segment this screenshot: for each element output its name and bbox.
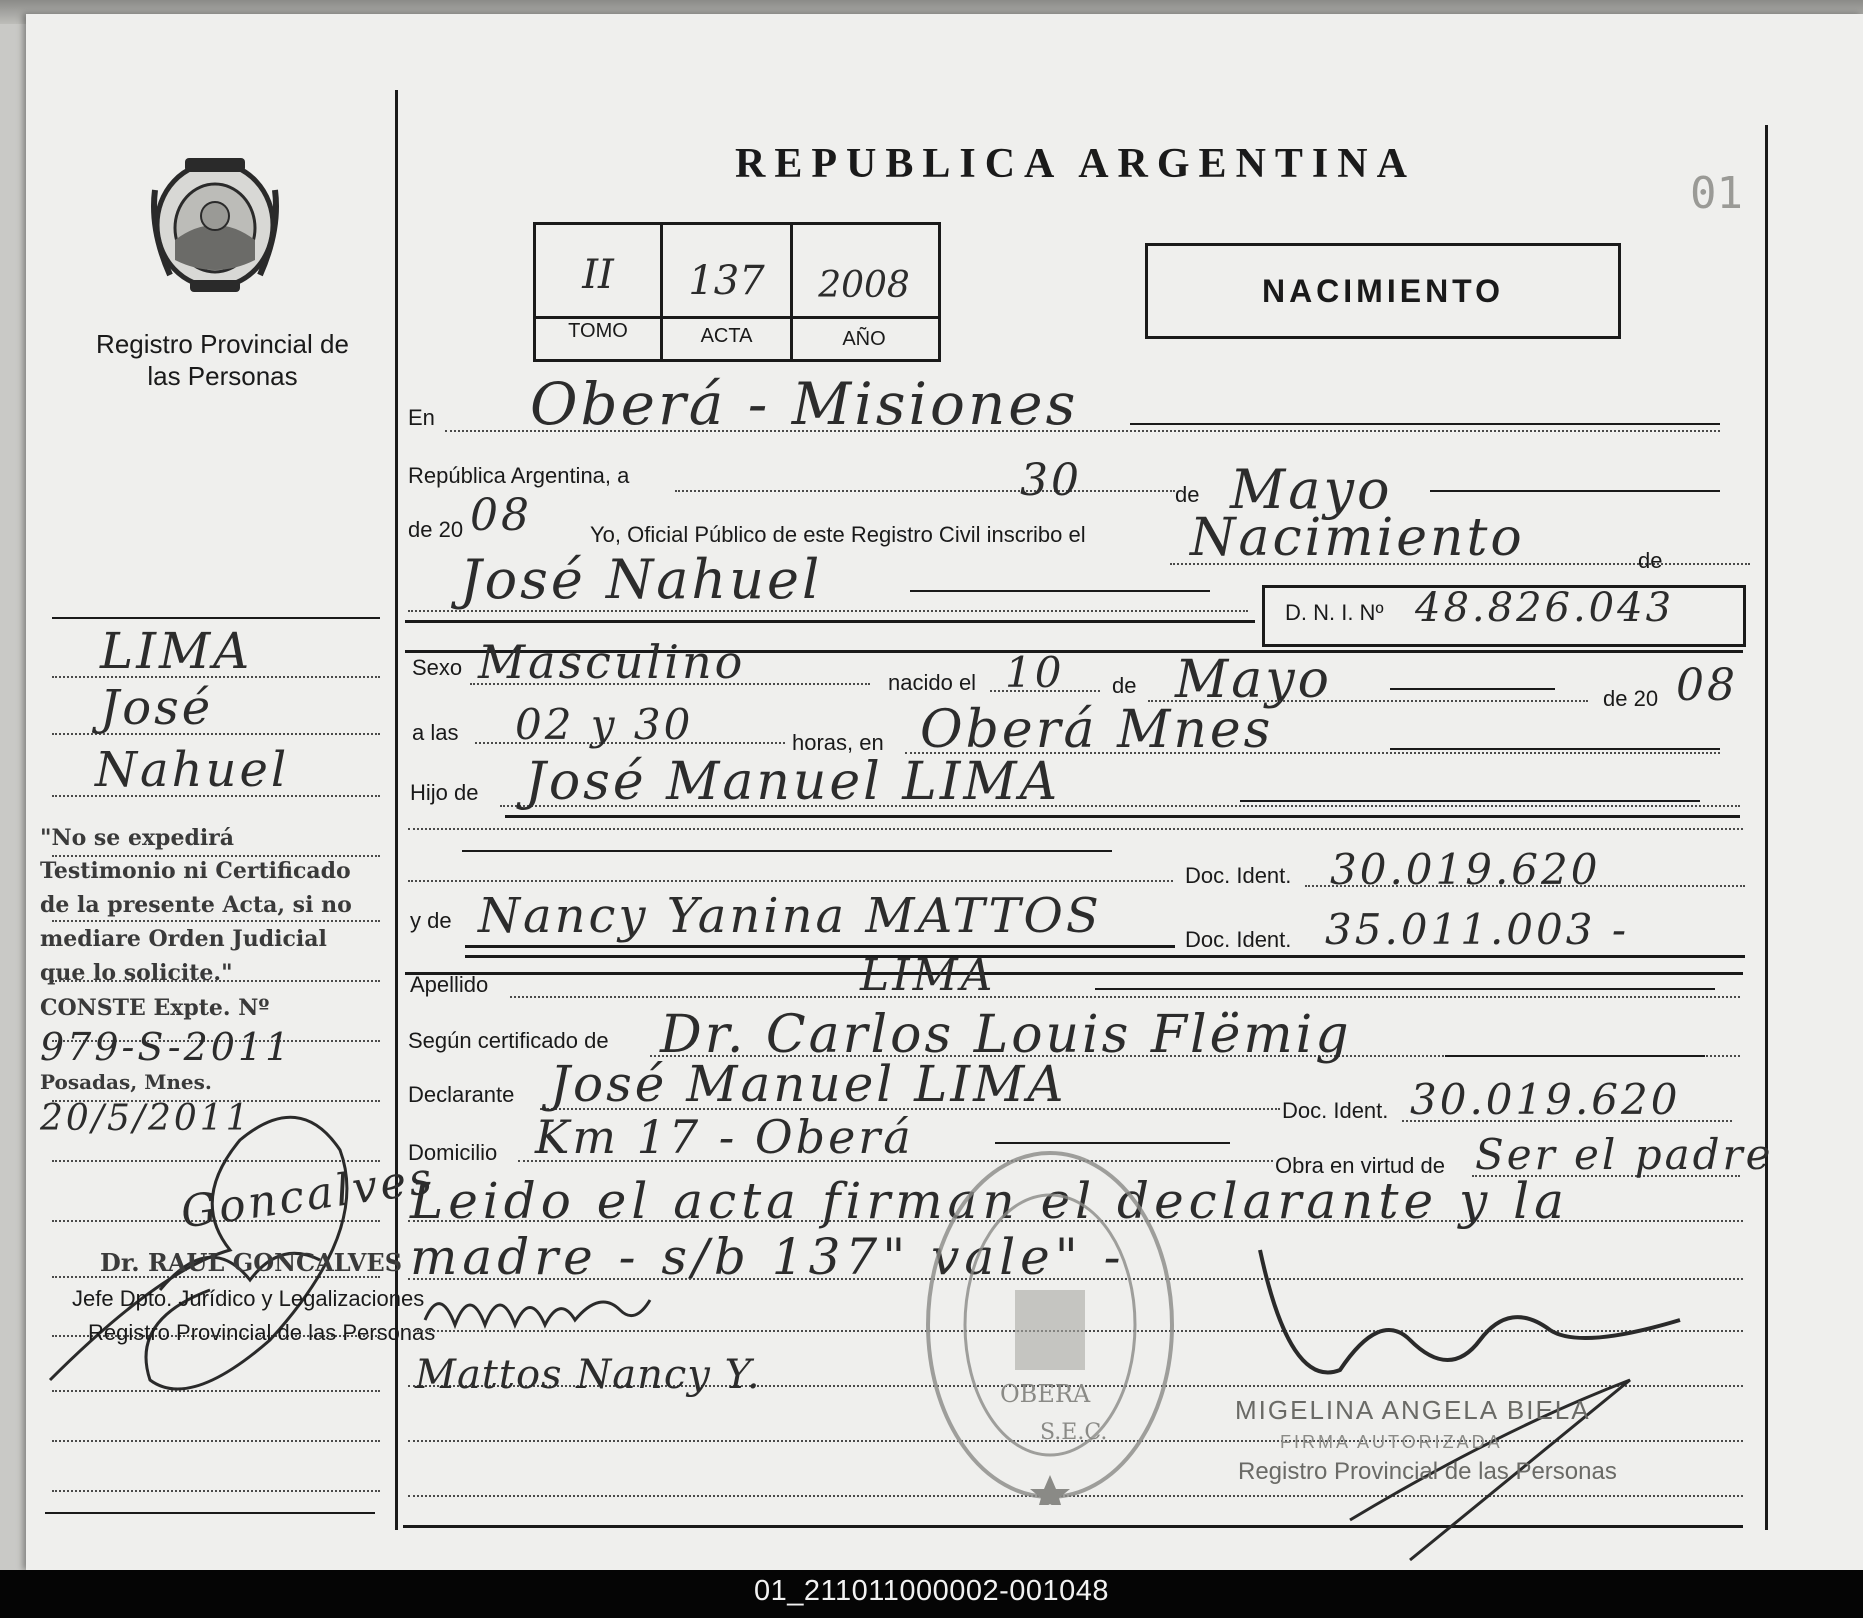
notice-line: que lo solicite." (40, 960, 233, 986)
note-line-1: Leido el acta firman el declarante y la (410, 1172, 1569, 1230)
margin-dotline (52, 920, 380, 922)
note-line-2: madre - s/b 137" vale" - (410, 1228, 1126, 1286)
birth-hour: 02 y 30 (515, 700, 694, 749)
birth-place: Oberá Mnes (920, 700, 1274, 760)
margin-divider (395, 90, 398, 1530)
doc-label-father: Doc. Ident. (1185, 863, 1292, 888)
image-id-label: 01_211011000002-001048 (753, 1575, 1110, 1607)
signer-name: Dr. RAUL GONCALVES (100, 1248, 403, 1277)
father-doc: 30.019.620 (1330, 845, 1601, 894)
tomo-value: II (582, 252, 614, 298)
registry-name: Registro Provincial de las Personas (96, 329, 349, 391)
margin-rule (45, 1512, 375, 1514)
signature-mother-icon (420, 1280, 660, 1360)
form-dotline (675, 490, 1175, 492)
form-dotline (510, 996, 1740, 998)
registration-month: Mayo (1230, 458, 1393, 521)
fill-line (910, 590, 1210, 592)
stamp-section: S.E.C. (1040, 1420, 1108, 1445)
segun-label: Según certificado de (408, 1028, 609, 1053)
official-stamp-icon (920, 1145, 1180, 1505)
margin-second-name: Nahuel (95, 742, 290, 798)
country-title: REPUBLICA ARGENTINA (735, 141, 1416, 187)
doc-label-declarante: Doc. Ident. (1282, 1098, 1389, 1123)
nacido-label: nacido el (888, 670, 977, 695)
declarante-label: Declarante (408, 1082, 515, 1107)
record-type: NACIMIENTO (1261, 273, 1505, 309)
official-registry: Registro Provincial de las Personas (1238, 1458, 1617, 1485)
child-name: José Nahuel (460, 548, 823, 611)
de-label-2: de (1638, 548, 1663, 573)
acta-label: ACTA (700, 325, 753, 347)
fill-line (1390, 688, 1555, 690)
anio-label: AÑO (842, 328, 886, 350)
stamp-city: OBERA (1000, 1380, 1091, 1408)
domicilio-value: Km 17 - Oberá (535, 1110, 914, 1164)
tomo-label: TOMO (568, 320, 628, 342)
fill-line (995, 1142, 1230, 1144)
de-label: de (1175, 482, 1200, 507)
horas-label: horas, en (792, 730, 884, 755)
registration-day: 30 (1020, 455, 1082, 506)
record-inscription: Nacimiento (1190, 508, 1525, 568)
yde-label: y de (410, 908, 452, 933)
dni-value: 48.826.043 (1415, 585, 1675, 631)
margin-surname: LIMA (100, 622, 253, 680)
notice-line: de la presente Acta, si no (40, 892, 352, 918)
mother-doc: 35.011.003 - (1325, 905, 1630, 954)
official-title: FIRMA AUTORIZADA (1280, 1432, 1503, 1452)
notice-line: mediare Orden Judicial (40, 926, 327, 952)
obra-value: Ser el padre (1475, 1130, 1774, 1179)
fill-line (1095, 988, 1715, 990)
margin-dotline (52, 1440, 380, 1442)
section-rule (405, 972, 1743, 975)
signature-goncalves-icon (40, 1080, 380, 1400)
birth-day: 10 (1005, 648, 1065, 697)
margin-dotline (52, 1490, 380, 1492)
republica-label: República Argentina, a (408, 463, 630, 488)
sexo-value: Masculino (478, 635, 746, 689)
registration-year: 08 (470, 490, 532, 541)
en-label: En (408, 405, 435, 430)
section-rule (465, 945, 1175, 948)
acta-value: 137 (688, 258, 765, 304)
anio-value: 2008 (818, 265, 910, 306)
official-name: MIGELINA ANGELA BIELA (1235, 1395, 1591, 1425)
birth-month: Mayo (1175, 650, 1332, 710)
fill-line (1430, 490, 1720, 492)
place-of-registration: Oberá - Misiones (530, 370, 1079, 438)
de-label-3: de (1112, 673, 1137, 698)
section-rule (405, 620, 1255, 623)
section-rule (505, 815, 1740, 818)
fill-line (1445, 1055, 1705, 1057)
provincial-seal-icon (145, 150, 285, 300)
notice-line: Testimonio ni Certificado (40, 858, 351, 884)
inscribo-label: Yo, Oficial Público de este Registro Civil inscribo el (590, 522, 1086, 547)
notice-line: "No se expedirá (40, 825, 235, 851)
mother-signature-name: Mattos Nancy Y. (415, 1352, 761, 1398)
right-border (1765, 125, 1768, 1530)
margin-first-name: José (100, 680, 214, 736)
obra-label: Obra en virtud de (1275, 1153, 1445, 1178)
page-number: 01 (1690, 168, 1743, 219)
box-divider (533, 316, 938, 319)
form-dotline (408, 880, 1173, 882)
section-rule (465, 955, 1745, 958)
fill-line (462, 850, 1112, 852)
declarante-name: José Manuel LIMA (550, 1055, 1067, 1113)
father-name: José Manuel LIMA (525, 752, 1061, 812)
apellido-value: LIMA (860, 950, 996, 1001)
endorsement-date: 20/5/2011 (40, 1098, 252, 1139)
declarante-doc: 30.019.620 (1410, 1075, 1681, 1124)
signer-registry: Registro Provincial de las Personas (88, 1320, 436, 1345)
conste-label: CONSTE Expte. Nº (40, 995, 270, 1021)
domicilio-label: Domicilio (408, 1140, 498, 1165)
de20-label-2: de 20 (1603, 686, 1659, 711)
expte-number: 979-S-2011 (40, 1025, 293, 1069)
signer-signature: Goncalves (177, 1152, 438, 1239)
de20-label: de 20 (408, 517, 464, 542)
signer-title: Jefe Dpto. Jurídico y Legalizaciones (72, 1286, 425, 1311)
fill-line (1390, 748, 1720, 750)
doc-label-mother: Doc. Ident. (1185, 927, 1292, 952)
birth-year: 08 (1676, 660, 1738, 711)
margin-dotline (52, 855, 380, 857)
margin-rule (52, 617, 380, 619)
dni-label: D. N. I. Nº (1285, 600, 1384, 625)
apellido-label: Apellido (410, 972, 489, 997)
place-label: Posadas, Mnes. (40, 1070, 212, 1094)
form-dotline (408, 828, 1743, 830)
fill-line (1130, 423, 1720, 425)
fill-line (1240, 800, 1700, 802)
alas-label: a las (412, 720, 459, 745)
hijo-label: Hijo de (410, 780, 479, 805)
certifier-name: Dr. Carlos Louis Flëmig (660, 1005, 1352, 1065)
sexo-label: Sexo (412, 655, 463, 680)
mother-name: Nancy Yanina MATTOS (478, 888, 1102, 944)
